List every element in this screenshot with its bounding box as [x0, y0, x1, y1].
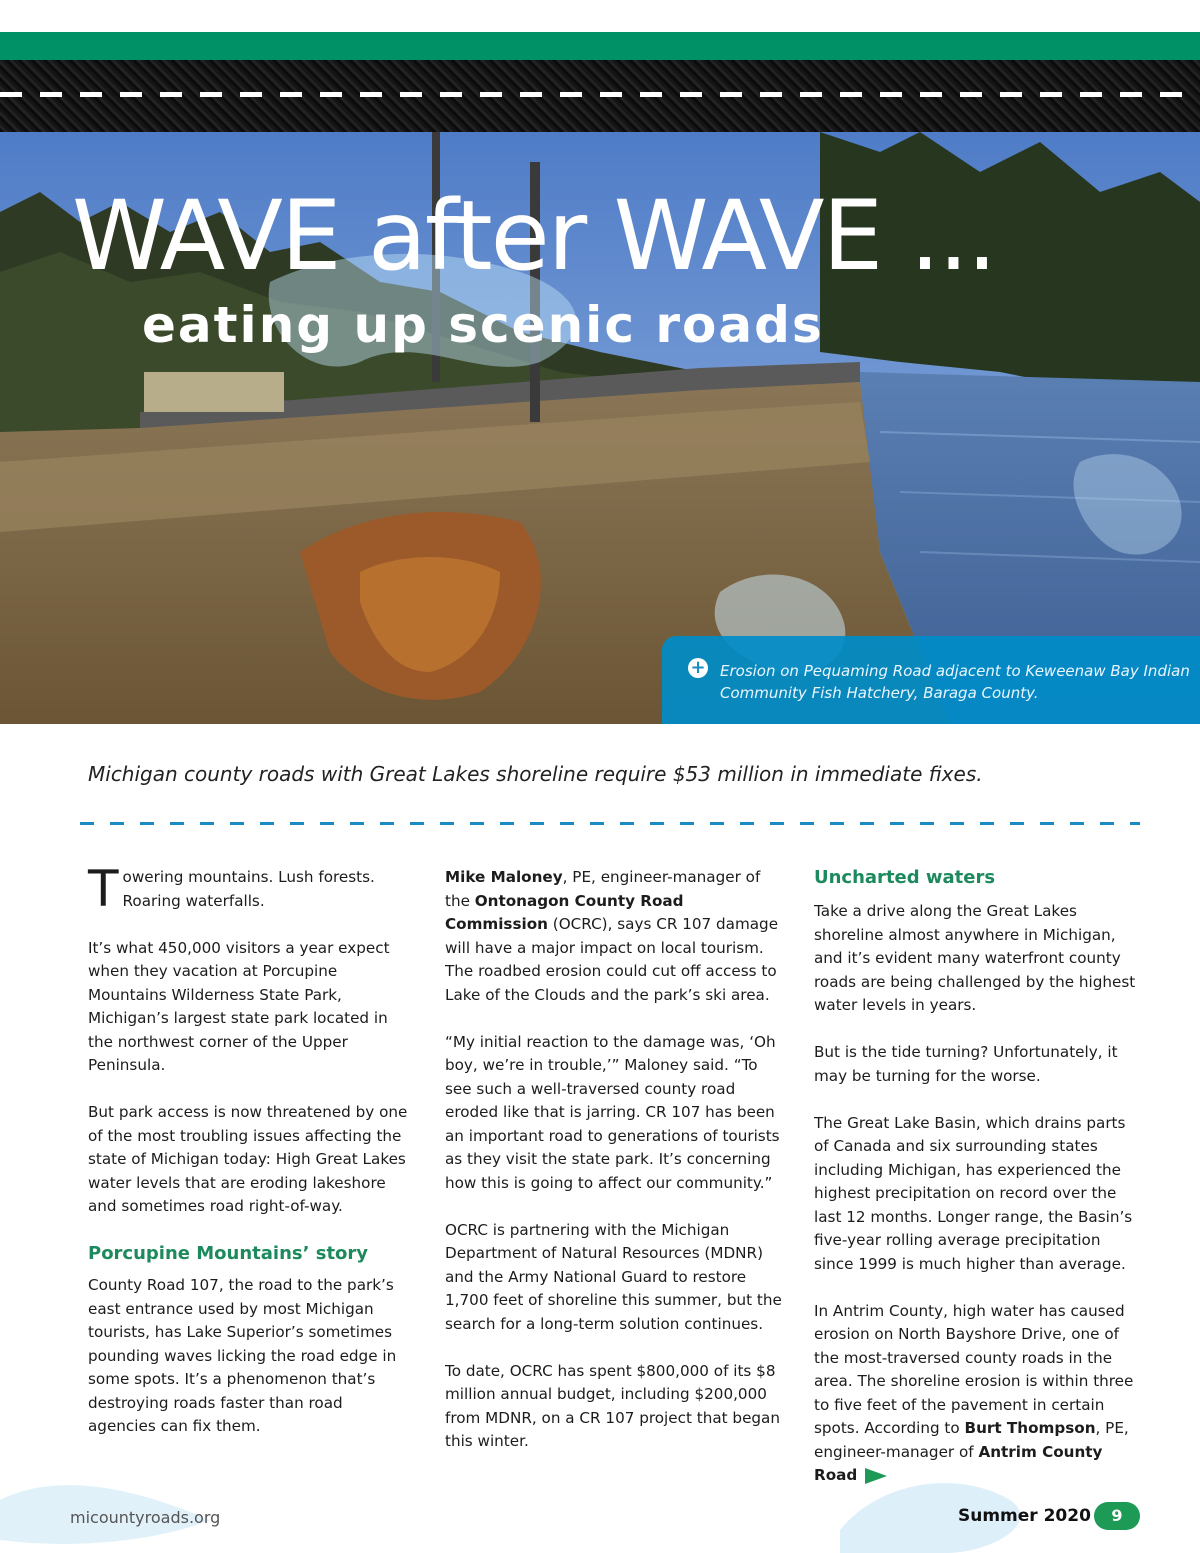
paragraph: [814, 1300, 1144, 1488]
footer-url: micountyroads.org: [70, 1508, 221, 1527]
paragraph: [88, 860, 410, 918]
plus-circle-icon: +: [688, 658, 708, 678]
road-center-dashes: [0, 92, 1200, 97]
subhead: eating up scenic roads: [142, 296, 824, 354]
paragraph: But park access is now threatened by one of the most troubling issues affecting the state of Michigan today: High Great Lakes water levels that are eroding lakeshore and sometimes road right-of-way.: [88, 1103, 408, 1215]
paragraph-text: (OCRC), says CR 107 damage will have a major impact on local tourism. The roadbed erosion could cut off access to Lake of the Clouds and the park’s ski area.: [445, 915, 779, 1004]
person-name: Burt Thompson: [964, 1419, 1096, 1437]
paragraph-text: , PE, engineer-manager of: [814, 1419, 1129, 1461]
drop-cap: T: [88, 860, 119, 918]
organization-name: Antrim County Road: [814, 1442, 1103, 1484]
paragraph: County Road 107, the road to the park’s east entrance used by most Michigan tourists, has Lake Superior’s sometimes pounding waves licking the road edge in some spots. It’s a phenomenon that’s destroying roads faster than road agencies can fix them.: [88, 1276, 397, 1435]
paragraph-text: , PE, engineer-manager of the: [445, 868, 761, 910]
organization-name: Ontonagon County Road Commission: [445, 891, 684, 933]
paragraph: The Great Lake Basin, which drains parts of Canada and six surrounding states including Michigan, has experienced the highest precipitation on record over the last 12 months. Longer range, the Basin’s five-year rolling average precipitation since 1999 is much higher than average.: [814, 1113, 1133, 1273]
headline: WAVE after WAVE ...: [72, 180, 996, 292]
paragraph-text: In Antrim County, high water has caused erosion on North Bayshore Drive, one of the most-traversed county roads in the area. The shoreline erosion is within three to five feet of the pavement in certain spots. According to: [814, 1301, 1134, 1437]
dek: Michigan county roads with Great Lakes shoreline require $53 million in immediate fixes.: [88, 762, 983, 786]
dashed-rule: [80, 822, 1140, 825]
page-number-badge: 9: [1094, 1502, 1140, 1530]
paragraph-text: owering mountains. Lush forests. Roaring waterfalls.: [122, 868, 375, 910]
top-green-bar: [0, 32, 1200, 60]
column-1: [88, 860, 410, 1462]
column-2: [445, 866, 785, 1477]
section-heading: Uncharted waters: [814, 867, 996, 888]
footer-issue: Summer 2020: [958, 1506, 1091, 1526]
photo-caption-box: [662, 636, 1200, 724]
person-name: Mike Maloney: [445, 868, 563, 886]
next-arrow-icon: [865, 1468, 887, 1484]
paragraph: Take a drive along the Great Lakes shoreline almost anywhere in Michigan, and it’s evident many waterfront county roads are being challenged by the highest water levels in years.: [814, 902, 1136, 1014]
paragraph: To date, OCRC has spent $800,000 of its $8 million annual budget, including $200,000 from MDNR, on a CR 107 project that began this winter.: [445, 1361, 780, 1450]
paragraph: But is the tide turning? Unfortunately, it may be turning for the worse.: [814, 1043, 1118, 1085]
paragraph: It’s what 450,000 visitors a year expect when they vacation at Porcupine Mountains Wilderness State Park, Michigan’s largest state park located in the northwest corner of the Upper Peninsula.: [88, 938, 390, 1074]
section-heading: Porcupine Mountains’ story: [88, 1243, 369, 1264]
column-3: [814, 866, 1144, 1511]
paragraph: [445, 866, 785, 1007]
paragraph: OCRC is partnering with the Michigan Department of Natural Resources (MDNR) and the Army National Guard to restore 1,700 feet of shoreline this summer, but the search for a long-term solution continues.: [445, 1220, 782, 1333]
paragraph: “My initial reaction to the damage was, ‘Oh boy, we’re in trouble,’” Maloney said. “To see such a well-traversed county road eroded like that is jarring. CR 107 has been an important road to generations of tourists as they visit the state park. It’s concerning how this is going to affect our community.”: [445, 1032, 780, 1192]
photo-caption: Erosion on Pequaming Road adjacent to Keweenaw Bay Indian Community Fish Hatchery, Baraga County.: [720, 662, 1190, 702]
